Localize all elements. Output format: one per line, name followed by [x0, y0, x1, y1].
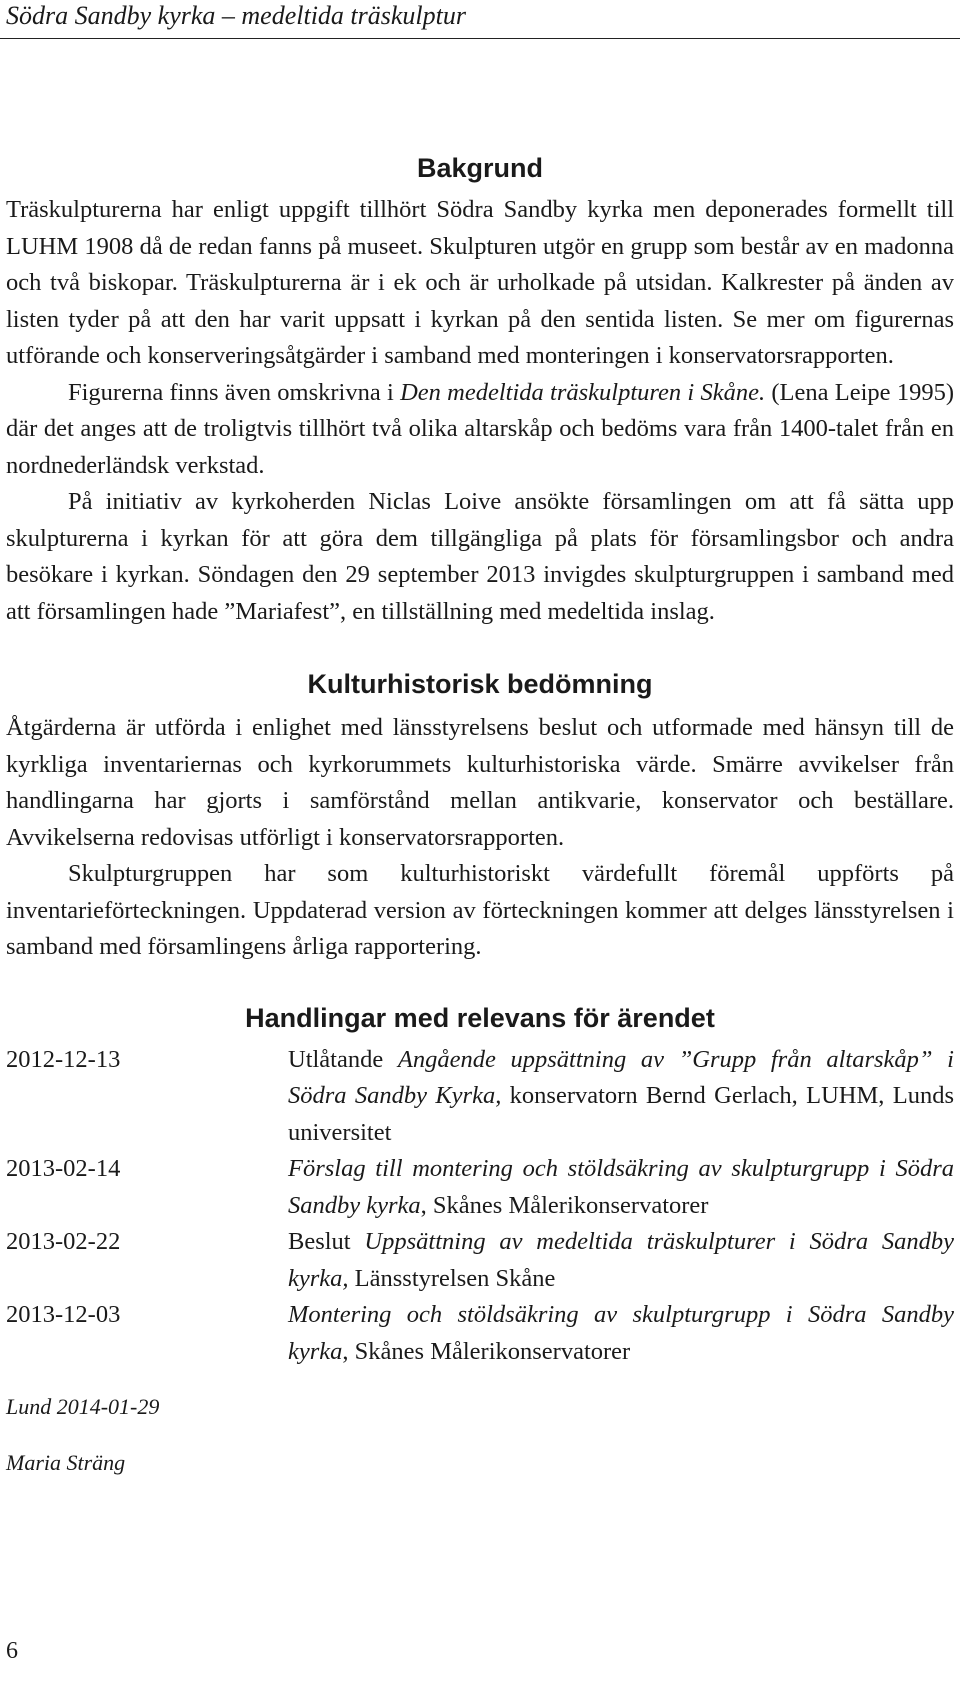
paragraph-bakgrund-3: På initiativ av kyrkoherden Niclas Loive ansökte församlingen om att få sätta upp skulpturerna i kyrkan för att göra dem tillgängliga på plats för församlingsbor och andra besökare i kyrkan. Söndagen den 29 september 2013 invigdes skulpturgruppen i samband med att församlingen hade ”Mariafest”, en tillställning med medeltida inslag. [6, 488, 954, 625]
table-row [6, 1297, 954, 1370]
document-suffix: , Skånes Målerikonservatorer [342, 1337, 631, 1365]
book-title: Den medeltida träskulpturen i Skåne. [400, 378, 766, 406]
document-prefix: Beslut [288, 1228, 365, 1255]
paragraph-kulturhistorisk-2: Skulpturgruppen har som kulturhistoriskt värdefullt föremål uppförts på inventarieförteckningen. Uppdaterad version av förteckningen kommer att delges länsstyrelsen i samband med församlingens årliga rapportering. [6, 860, 954, 960]
document-date: 2013-12-03 [6, 1301, 121, 1328]
table-row [6, 1224, 954, 1297]
running-head: Södra Sandby kyrka – medeltida träskulptur [6, 1, 466, 30]
document-title: Förslag till montering och stöldsäkring av skulpturgrupp i Södra Sandby kyrka [288, 1155, 954, 1219]
paragraph-kulturhistorisk-1: Åtgärderna är utförda i enlighet med länsstyrelsens beslut och utformade med hänsyn till de kyrkliga inventariernas och kyrkorummets kulturhistoriska värde. Smärre avvikelser från handlingarna har gjorts i samförstånd mellan antikvarie, konservator och beställare. Avvikelserna redovisas utförligt i konservatorsrapporten. [6, 714, 954, 851]
documents-table [6, 1042, 954, 1371]
document-date: 2012-12-13 [6, 1045, 121, 1073]
paragraph-text: (Lena Leipe 1995) där det anges att de troligtvis tillhört två olika altarskåp och bedöms vara från 1400-talet från en nordnederländsk verkstad. [6, 378, 954, 479]
document-date: 2013-02-14 [6, 1155, 121, 1182]
paragraph-bakgrund-1: Träskulpturerna har enligt uppgift tillhört Södra Sandby kyrka men deponerades formellt till LUHM 1908 då de redan fanns på museet. Skulpturen utgör en grupp som består av en madonna och två biskopar. Träskulpturerna är i ek och är urholkade på utsidan. Kalkrester på änden av listen tyder på att den har varit uppsatt i kyrkan på den sentida listen. Se mer om figurernas utförande och konserveringsåtgärder i samband med monteringen i konservatorsrapporten. [6, 196, 954, 369]
document-title: Montering och stöldsäkring av skulpturgrupp i Södra Sandby kyrka [288, 1301, 954, 1365]
signature-place-date: Lund 2014-01-29 [6, 1394, 160, 1419]
table-row [6, 1151, 954, 1224]
document-suffix: konservatorn Bernd Gerlach, LUHM, Lunds universitet [288, 1082, 954, 1146]
section-kulturhistorisk [6, 666, 954, 966]
section-handlingar [6, 1000, 954, 1371]
document-suffix: , Skånes Målerikonservatorer [420, 1191, 709, 1219]
document-suffix: Länsstyrelsen Skåne [348, 1264, 556, 1292]
document-description [288, 1297, 954, 1370]
table-row [6, 1042, 954, 1152]
signature-name: Maria Sträng [6, 1450, 126, 1475]
header-rule [0, 38, 960, 39]
section-heading-handlingar: Handlingar med relevans för ärendet [245, 1002, 715, 1033]
section-heading-bakgrund: Bakgrund [416, 153, 543, 183]
page-number: 6 [6, 1638, 18, 1664]
section-bakgrund [6, 150, 954, 630]
paragraph-text: Figurerna finns även omskrivna i [68, 378, 401, 406]
document-description [288, 1224, 954, 1297]
document-description [288, 1151, 954, 1224]
page-content [6, 150, 954, 1478]
document-title: Angående uppsättning av ”Grupp från altarskåp” i Södra Sandby Kyrka, [288, 1045, 954, 1109]
document-date: 2013-02-22 [6, 1228, 121, 1255]
paragraph-bakgrund-2 [6, 375, 954, 485]
document-title: Uppsättning av medeltida träskulpturer i Södra Sandby kyrka, [288, 1228, 954, 1292]
document-description [288, 1042, 954, 1152]
document-prefix: Utlåtande [288, 1045, 398, 1073]
section-heading-kulturhistorisk: Kulturhistorisk bedömning [307, 669, 653, 699]
